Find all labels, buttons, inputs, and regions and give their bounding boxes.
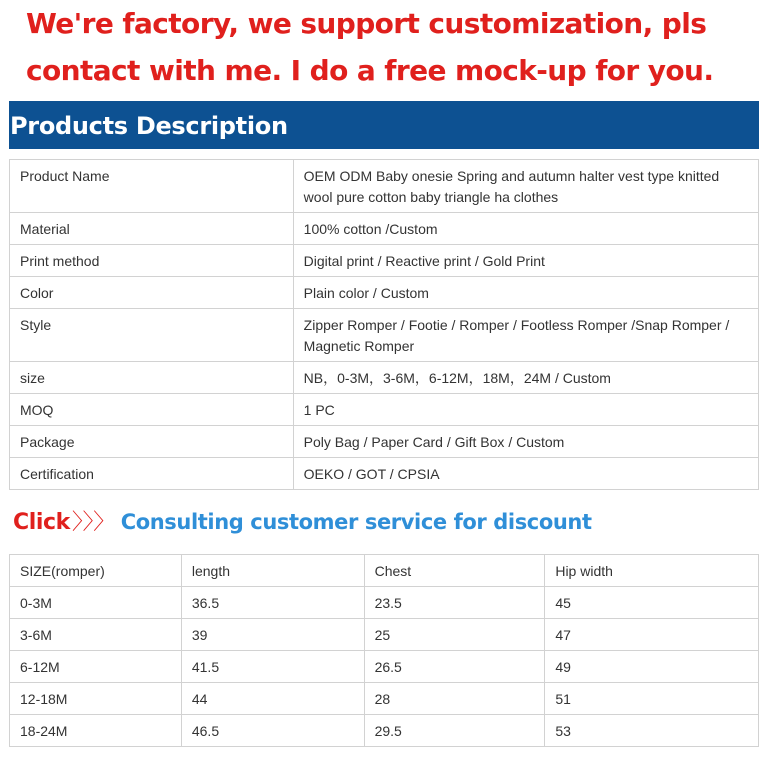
table-row [10,587,759,619]
spec-value: NB，0-3M，3-6M，6-12M，18M，24M / Custom [293,362,758,394]
size-cell: 6-12M [10,651,182,683]
column-header: Hip width [545,555,759,587]
size-cell: 18-24M [10,715,182,747]
spec-value: Plain color / Custom [293,277,758,309]
table-row [10,715,759,747]
consult-service-link[interactable] [13,506,592,538]
table-row [10,683,759,715]
table-row [10,213,759,245]
table-row [10,651,759,683]
chest-cell: 23.5 [364,587,545,619]
table-header-row [10,555,759,587]
spec-label: Material [10,213,294,245]
spec-label: Certification [10,458,294,490]
click-label: Click [13,510,70,535]
column-header: length [181,555,364,587]
table-row [10,160,759,213]
table-row [10,309,759,362]
length-cell: 39 [181,619,364,651]
size-cell: 12-18M [10,683,182,715]
promo-banner-line-2: contact with me. I do a free mock-up for you. [26,54,714,87]
table-row [10,245,759,277]
chest-cell: 28 [364,683,545,715]
length-cell: 41.5 [181,651,364,683]
length-cell: 36.5 [181,587,364,619]
consult-discount-text: Consulting customer service for discount [120,510,592,534]
chest-cell: 29.5 [364,715,545,747]
size-chart-table [9,554,759,747]
spec-value: Poly Bag / Paper Card / Gift Box / Custom [293,426,758,458]
hip-width-cell: 47 [545,619,759,651]
chevron-right-icon: 〉〉〉 [71,510,115,535]
promo-banner [26,0,766,94]
chest-cell: 25 [364,619,545,651]
table-row [10,394,759,426]
spec-label: Color [10,277,294,309]
spec-label: Package [10,426,294,458]
length-cell: 44 [181,683,364,715]
table-row [10,458,759,490]
spec-label: MOQ [10,394,294,426]
spec-label: Product Name [10,160,294,213]
promo-banner-line-1: We're factory, we support customization, pls [26,7,707,40]
spec-label: size [10,362,294,394]
spec-label: Style [10,309,294,362]
hip-width-cell: 53 [545,715,759,747]
spec-value: OEKO / GOT / CPSIA [293,458,758,490]
spec-value: 1 PC [293,394,758,426]
product-description-table [9,159,759,490]
spec-value: Digital print / Reactive print / Gold Print [293,245,758,277]
products-description-header: Products Description [9,101,759,149]
column-header: Chest [364,555,545,587]
table-row [10,619,759,651]
size-cell: 0-3M [10,587,182,619]
hip-width-cell: 51 [545,683,759,715]
spec-value: 100% cotton /Custom [293,213,758,245]
spec-label: Print method [10,245,294,277]
table-row [10,426,759,458]
size-cell: 3-6M [10,619,182,651]
hip-width-cell: 49 [545,651,759,683]
spec-value: Zipper Romper / Footie / Romper / Footless Romper /Snap Romper / Magnetic Romper [293,309,758,362]
column-header: SIZE(romper) [10,555,182,587]
length-cell: 46.5 [181,715,364,747]
table-row [10,277,759,309]
spec-value: OEM ODM Baby onesie Spring and autumn halter vest type knitted wool pure cotton baby triangle ha clothes [293,160,758,213]
chest-cell: 26.5 [364,651,545,683]
hip-width-cell: 45 [545,587,759,619]
table-row [10,362,759,394]
